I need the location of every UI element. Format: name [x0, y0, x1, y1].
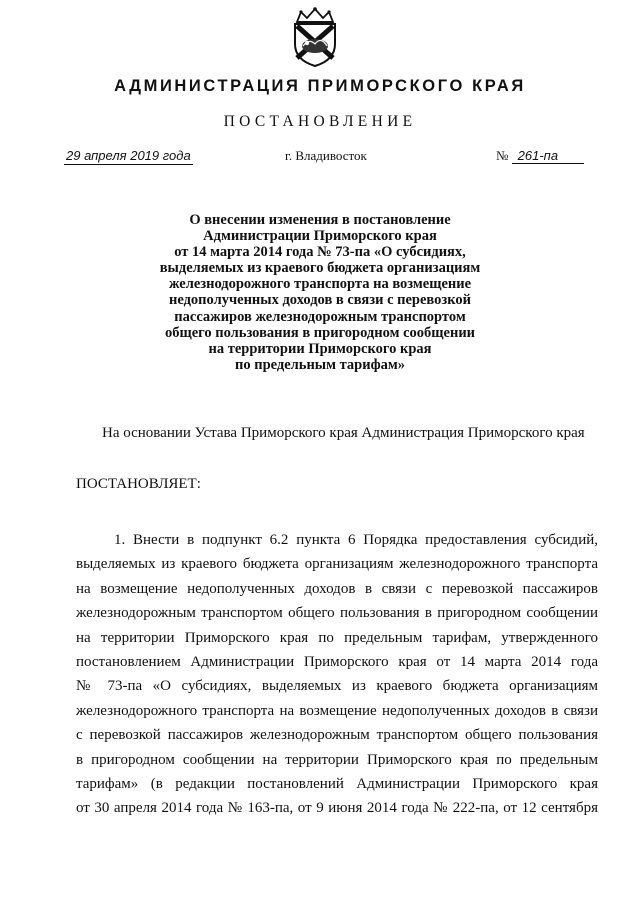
body-line: 1. Внести в подпункт 6.2 пункта 6 Порядка предоставления субсидий, — [114, 532, 598, 548]
body-paragraph — [76, 528, 598, 821]
document-number — [496, 148, 584, 164]
document-subject — [120, 212, 520, 373]
body-line: № 73-па «О субсидиях, выделяемых из краевого бюджета организациям — [76, 678, 598, 695]
coat-of-arms-emblem — [287, 6, 343, 68]
body-line: на возмещение недополученных доходов в связи с перевозкой пассажиров — [76, 580, 598, 597]
document-date: 29 апреля 2019 года — [66, 148, 191, 163]
subject-line: Администрации Приморского края — [203, 228, 437, 245]
basis-paragraph: На основании Устава Приморского края Администрация Приморского края — [102, 425, 585, 441]
subject-line: по предельным тарифам» — [234, 356, 406, 373]
organization-title: АДМИНИСТРАЦИЯ ПРИМОРСКОГО КРАЯ — [114, 77, 526, 95]
subject-line: от 14 марта 2014 года № 73-па «О субсидиях, — [174, 244, 466, 261]
number-value: 261-па — [512, 148, 584, 164]
document-type: ПОСТАНОВЛЕНИЕ — [223, 113, 417, 130]
subject-line: выделяемых из краевого бюджета организациям — [159, 260, 481, 277]
document-city: г. Владивосток — [285, 148, 367, 163]
body-line: на территории Приморского края по предельным тарифам, утвержденного — [76, 629, 598, 646]
body-line: железнодорожным транспортом общего пользования в пригородном сообщении — [76, 605, 598, 622]
number-prefix: № — [496, 148, 509, 163]
resolves-heading: ПОСТАНОВЛЯЕТ: — [76, 476, 201, 492]
subject-line: недополученных доходов в связи с перевозкой — [168, 292, 472, 309]
subject-line: О внесении изменения в постановление — [189, 212, 451, 228]
body-line: тарифам» (в редакции постановлений Администрации Приморского края — [76, 775, 598, 792]
subject-line: на территории Приморского края — [208, 340, 432, 357]
body-line: выделяемых из краевого бюджета организациям железнодорожного транспорта — [76, 556, 598, 573]
subject-line: пассажиров железнодорожным транспортом — [174, 308, 466, 325]
body-line: с перевозкой пассажиров железнодорожным транспортом общего пользования — [76, 727, 598, 744]
body-line: постановлением Администрации Приморского края от 14 марта 2014 года — [76, 653, 598, 670]
subject-line: общего пользования в пригородном сообщении — [164, 324, 476, 341]
subject-line: железнодорожного транспорта на возмещение — [168, 276, 472, 293]
body-line: в пригородном сообщении на территории Приморского края по предельным — [76, 751, 598, 768]
body-line: железнодорожного транспорта на возмещение недополученных доходов в связи — [76, 702, 598, 719]
body-line: от 30 апреля 2014 года № 163-па, от 9 июня 2014 года № 222-па, от 12 сентября — [76, 800, 598, 817]
